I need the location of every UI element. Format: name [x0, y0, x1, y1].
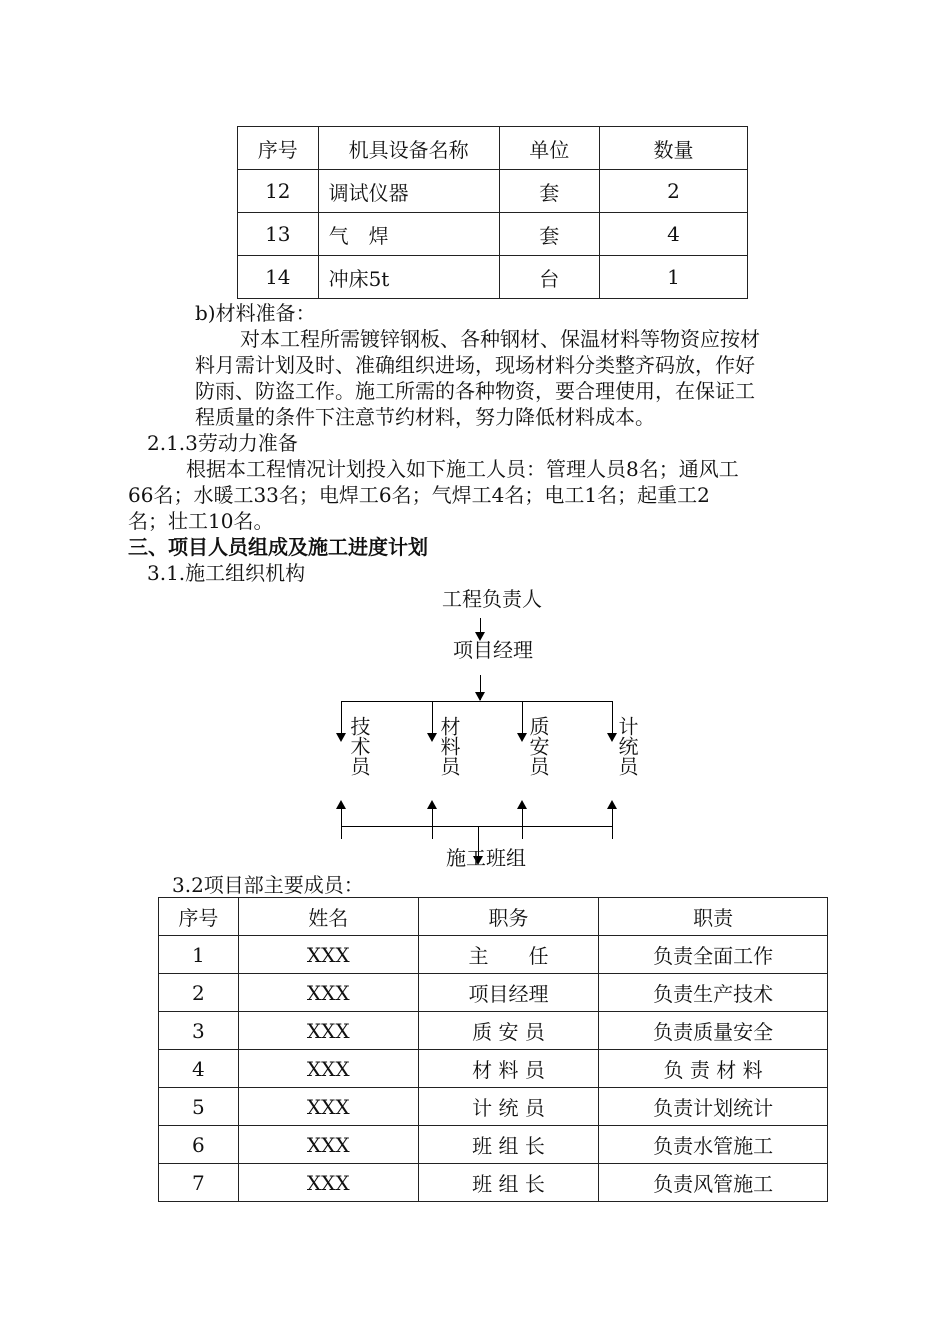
table-cell: 6 — [159, 1126, 239, 1164]
table-cell: 负 责 材 料 — [599, 1050, 828, 1088]
table-cell: 7 — [159, 1164, 239, 1202]
material-line: 对本工程所需镀锌钢板、各种钢材、保温材料等物资应按材 — [240, 327, 760, 351]
table-cell: 质 安 员 — [418, 1012, 598, 1050]
table-cell: 调试仪器 — [318, 170, 499, 213]
table-cell: 班 组 长 — [418, 1164, 598, 1202]
table-row — [238, 213, 748, 256]
table-cell: XXX — [238, 1164, 418, 1202]
table-cell: 2 — [599, 170, 747, 213]
material-line: 程质量的条件下注意节约材料，努力降低材料成本。 — [195, 405, 655, 429]
org-role-node — [436, 716, 460, 776]
table-cell: 1 — [599, 256, 747, 299]
header-cell: 机具设备名称 — [318, 127, 499, 170]
org-role-node — [346, 716, 370, 776]
table-cell: 12 — [238, 170, 319, 213]
material-heading: b)材料准备： — [195, 301, 316, 325]
table-cell: 负责生产技术 — [599, 974, 828, 1012]
org-role-label: 材料员 — [437, 716, 461, 776]
arrow-down-icon — [475, 692, 485, 701]
connector — [432, 806, 433, 839]
labor-line: 名；壮工10名。 — [128, 509, 274, 533]
connector — [341, 806, 342, 839]
org-role-node — [525, 716, 549, 776]
org-role-label: 质安员 — [526, 716, 550, 776]
table-row — [238, 170, 748, 213]
connector — [341, 701, 613, 702]
org-role-label: 技术员 — [347, 716, 371, 776]
table-cell: 项目经理 — [418, 974, 598, 1012]
header-cell: 职责 — [599, 898, 828, 936]
table-cell: 负责水管施工 — [599, 1126, 828, 1164]
table-cell: XXX — [238, 974, 418, 1012]
table-cell: 负责风管施工 — [599, 1164, 828, 1202]
table-cell: 4 — [599, 213, 747, 256]
org-role-label: 计统员 — [615, 716, 639, 776]
org-top-node: 工程负责人 — [442, 587, 542, 611]
labor-line: 66名；水暖工33名；电焊工6名；气焊工4名；电工1名；起重工2 — [128, 483, 710, 507]
table-row — [159, 936, 828, 974]
table-row — [159, 1088, 828, 1126]
org-bottom-node: 施工班组 — [446, 846, 526, 870]
header-cell: 序号 — [238, 127, 319, 170]
header-cell: 数量 — [599, 127, 747, 170]
table-cell: 套 — [499, 170, 599, 213]
org-role-node — [614, 716, 638, 776]
table-cell: 5 — [159, 1088, 239, 1126]
subsection-heading: 3.1.施工组织机构 — [147, 561, 306, 585]
connector — [612, 806, 613, 839]
subsection-heading: 3.2项目部主要成员： — [172, 873, 364, 897]
header-cell: 序号 — [159, 898, 239, 936]
table-cell: 气 焊 — [318, 213, 499, 256]
members-table — [158, 897, 828, 1202]
table-cell: 负责全面工作 — [599, 936, 828, 974]
table-row — [238, 256, 748, 299]
table-cell: 套 — [499, 213, 599, 256]
table-row — [159, 974, 828, 1012]
table-cell: 主 任 — [418, 936, 598, 974]
table-cell: 负责质量安全 — [599, 1012, 828, 1050]
table-row — [159, 1126, 828, 1164]
table-row — [159, 1012, 828, 1050]
table-cell: XXX — [238, 1012, 418, 1050]
table-cell: 负责计划统计 — [599, 1088, 828, 1126]
connector — [341, 826, 613, 827]
table-cell: 1 — [159, 936, 239, 974]
table-cell: 材 料 员 — [418, 1050, 598, 1088]
header-cell: 职务 — [418, 898, 598, 936]
table-cell: 计 统 员 — [418, 1088, 598, 1126]
material-line: 料月需计划及时、准确组织进场，现场材料分类整齐码放，作好 — [195, 353, 755, 377]
arrow-down-icon — [336, 733, 346, 742]
table-header-row — [159, 898, 828, 936]
equipment-table — [237, 126, 748, 299]
table-cell: 13 — [238, 213, 319, 256]
connector — [522, 701, 523, 735]
header-cell: 单位 — [499, 127, 599, 170]
table-cell: 14 — [238, 256, 319, 299]
table-cell: XXX — [238, 1126, 418, 1164]
material-line: 防雨、防盗工作。施工所需的各种物资，要合理使用，在保证工 — [195, 379, 755, 403]
org-second-node: 项目经理 — [453, 638, 533, 662]
header-cell: 姓名 — [238, 898, 418, 936]
table-row — [159, 1164, 828, 1202]
table-cell: 班 组 长 — [418, 1126, 598, 1164]
connector — [341, 701, 342, 735]
labor-heading: 2.1.3劳动力准备 — [147, 431, 298, 455]
labor-line: 根据本工程情况计划投入如下施工人员：管理人员8名；通风工 — [186, 457, 739, 481]
table-cell: 4 — [159, 1050, 239, 1088]
table-cell: 冲床5t — [318, 256, 499, 299]
table-header-row — [238, 127, 748, 170]
table-cell: 台 — [499, 256, 599, 299]
table-cell: XXX — [238, 1050, 418, 1088]
section-heading: 三、项目人员组成及施工进度计划 — [128, 535, 428, 559]
table-cell: XXX — [238, 936, 418, 974]
table-cell: XXX — [238, 1088, 418, 1126]
table-cell: 2 — [159, 974, 239, 1012]
connector — [612, 701, 613, 735]
connector — [432, 701, 433, 735]
table-row — [159, 1050, 828, 1088]
connector — [522, 806, 523, 839]
table-cell: 3 — [159, 1012, 239, 1050]
